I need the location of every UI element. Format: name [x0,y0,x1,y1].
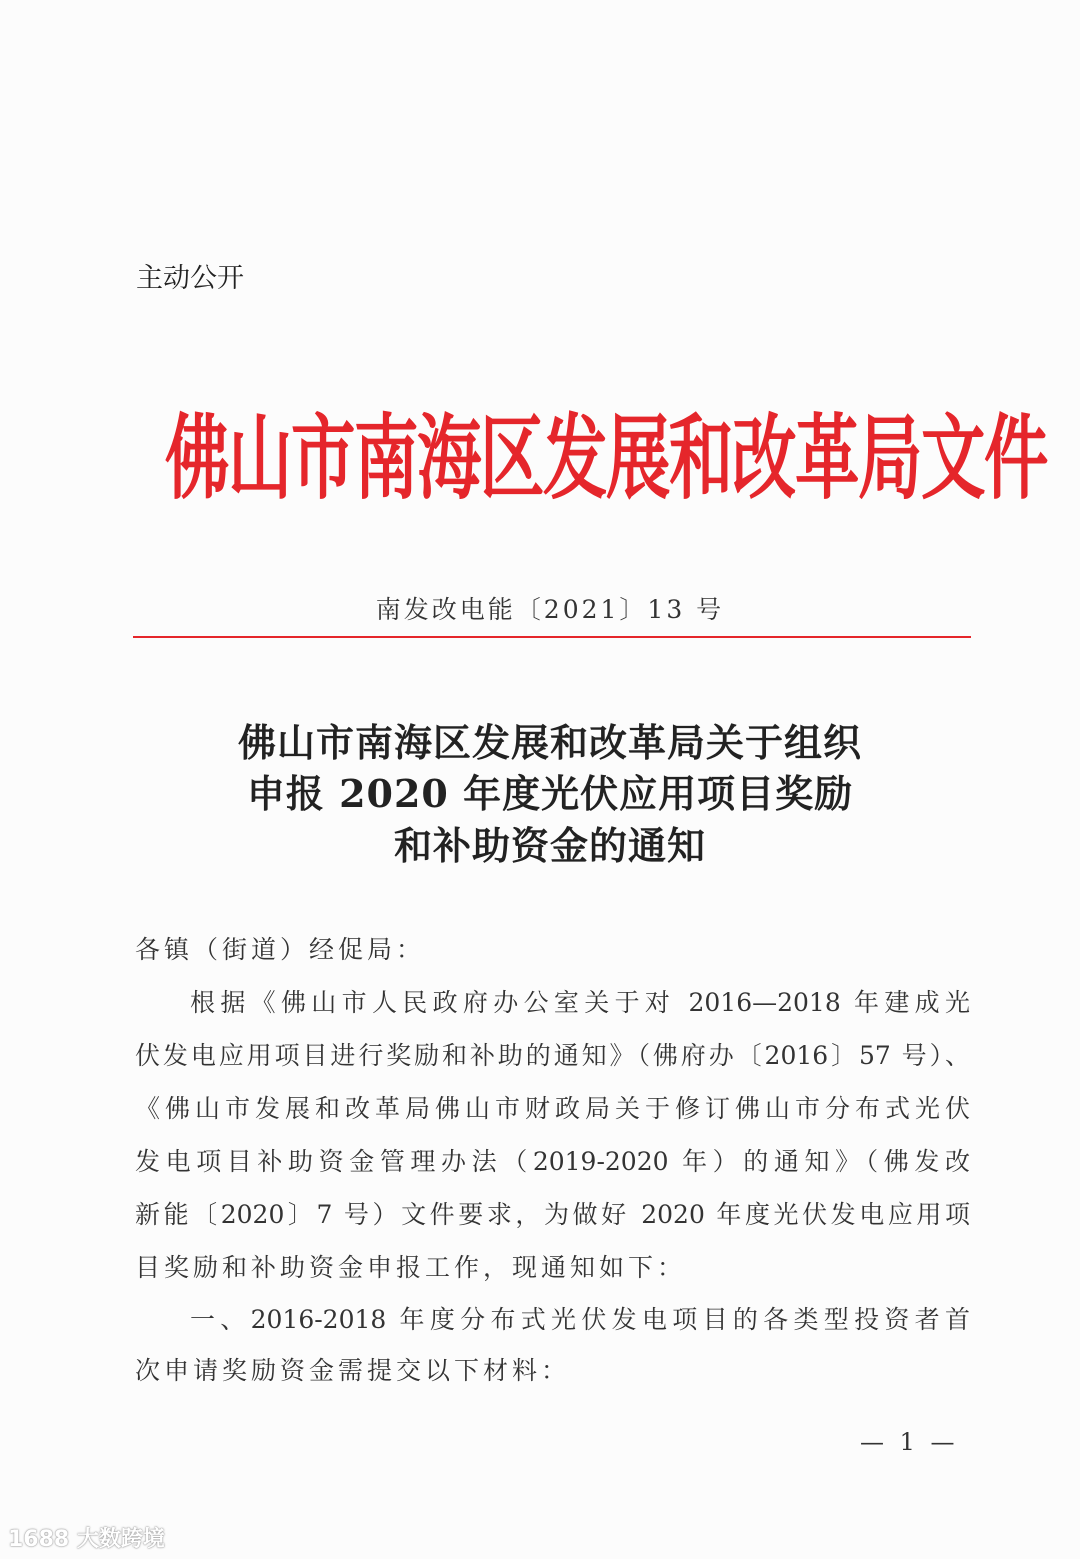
body-line: 一、2016-2018 年度分布式光伏发电项目的各类型投资者首 [190,1305,970,1334]
document-title-line: 和补助资金的通知 [393,823,706,868]
document-title-line: 申报 2020 年度光伏应用项目奖励 [246,771,854,816]
disclosure-label: 主动公开 [136,263,244,294]
body-line: 《佛山市发展和改革局佛山市财政局关于修订佛山市分布式光伏 [135,1094,970,1123]
body-line: 根据《佛山市人民政府办公室关于对 2016—2018 年建成光 [190,988,970,1017]
body-line: 目奖励和补助资金申报工作，现通知如下： [135,1253,687,1282]
page-number: — 1 — [860,1428,959,1456]
document-number: 南发改电能〔2021〕13 号 [375,595,725,624]
body-line: 次申请奖励资金需提交以下材料： [135,1356,571,1385]
document-title-line: 佛山市南海区发展和改革局关于组织 [237,720,862,765]
issuing-authority-header: 佛山市南海区发展和改革局文件 [165,404,1048,512]
red-divider [133,636,971,638]
body-line: 发电项目补助资金管理办法（2019-2020 年）的通知》（佛发改 [135,1147,970,1176]
body-line: 新能〔2020〕7 号）文件要求，为做好 2020 年度光伏发电应用项 [135,1200,970,1229]
watermark-logo: 1688 大数跨境 [8,1527,165,1552]
body-line: 伏发电应用项目进行奖励和补助的通知》（佛府办〔2016〕57 号）、 [135,1041,970,1070]
salutation: 各镇（街道）经促局： [135,935,426,964]
